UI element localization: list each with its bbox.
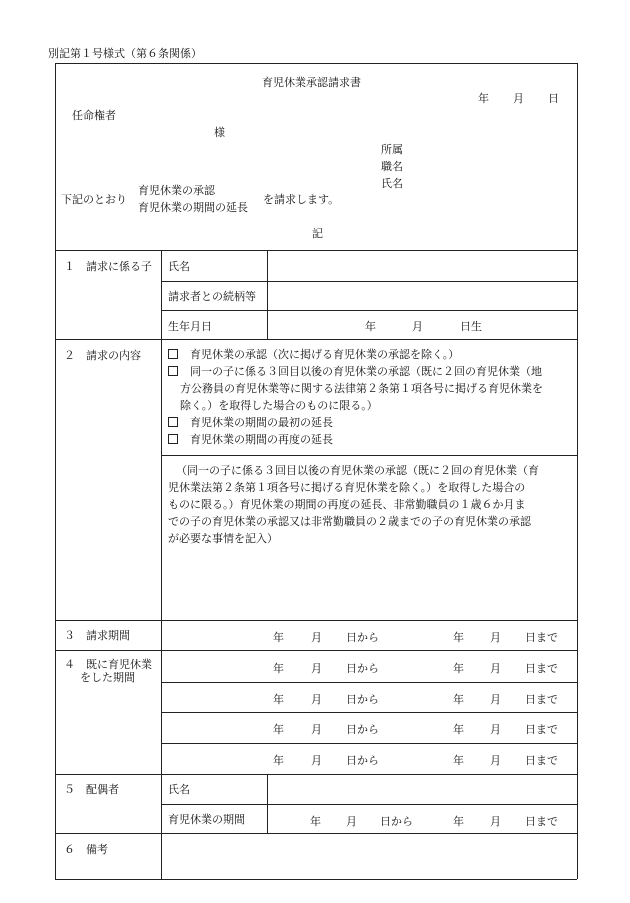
- option-continuation: 除く。）を取得した場合のものに限る。）: [180, 399, 378, 412]
- from-day-label: 日から: [346, 754, 379, 767]
- section-label-content: ２ 請求の内容: [64, 349, 141, 362]
- to-day-label: 日まで: [525, 631, 558, 644]
- divider: [161, 743, 577, 744]
- child-name-label: 氏名: [168, 260, 190, 273]
- checkbox[interactable]: [168, 417, 178, 427]
- checkbox[interactable]: [168, 434, 178, 444]
- request-option-extension: 育児休業の期間の延長: [138, 201, 248, 214]
- checkbox[interactable]: [168, 366, 178, 376]
- divider: [161, 455, 577, 456]
- section-label-previous: ４ 既に育児休業: [64, 658, 152, 671]
- relation-label: 請求者との続柄等: [168, 290, 256, 303]
- birth-month-label: 月: [412, 320, 423, 333]
- from-day-label: 日から: [346, 693, 379, 706]
- option-approval: [168, 348, 459, 362]
- divider: [161, 712, 577, 713]
- to-month-label: 月: [490, 693, 501, 706]
- divider: [161, 682, 577, 683]
- spouse-period-label: 育児休業の期間: [168, 813, 245, 826]
- to-day-label: 日まで: [525, 723, 558, 736]
- column-divider: [267, 250, 268, 339]
- name-label: 氏名: [381, 177, 403, 190]
- option-text: 育児休業の期間の最初の延長: [190, 416, 333, 429]
- date-day-label: 日: [548, 92, 559, 105]
- to-month-label: 月: [490, 723, 501, 736]
- divider: [55, 620, 577, 621]
- to-year-label: 年: [453, 662, 464, 675]
- to-day-label: 日まで: [525, 662, 558, 675]
- ki-label: 記: [312, 227, 323, 240]
- to-day-label: 日まで: [525, 754, 558, 767]
- note-line: ものに限る。）育児休業の期間の再度の延長、非常勤職員の１歳６か月ま: [168, 498, 526, 511]
- appointer-label: 任命権者: [72, 109, 116, 122]
- spouse-name-label: 氏名: [168, 783, 190, 796]
- from-year-label: 年: [273, 723, 284, 736]
- table-border-left: [55, 63, 56, 879]
- from-year-label: 年: [273, 754, 284, 767]
- option-text: 育児休業の承認（次に掲げる育児休業の承認を除く。）: [190, 348, 460, 361]
- to-month-label: 月: [490, 662, 501, 675]
- affiliation-label: 所属: [381, 143, 403, 156]
- from-year-label: 年: [310, 815, 321, 828]
- to-month-label: 月: [490, 815, 501, 828]
- to-year-label: 年: [453, 815, 464, 828]
- divider: [55, 339, 577, 340]
- from-month-label: 月: [311, 631, 322, 644]
- section-label-remarks: ６ 備考: [64, 843, 108, 856]
- to-year-label: 年: [453, 723, 464, 736]
- note-line: （同一の子に係る３回目以後の育児休業の承認（既に２回の育児休業（育: [176, 464, 539, 477]
- note-line: での子の育児休業の承認又は非常勤職員の２歳までの子の育児休業の承認: [168, 515, 531, 528]
- section-label-child: １ 請求に係る子: [64, 260, 152, 273]
- remarks-input-area[interactable]: [162, 834, 576, 878]
- divider: [161, 281, 577, 282]
- section-label-period: ３ 請求期間: [64, 629, 130, 642]
- from-year-label: 年: [273, 631, 284, 644]
- option-text: 育児休業の期間の再度の延長: [190, 433, 333, 446]
- to-year-label: 年: [453, 693, 464, 706]
- table-border-right: [577, 63, 578, 879]
- to-year-label: 年: [453, 631, 464, 644]
- from-day-label: 日から: [346, 631, 379, 644]
- to-year-label: 年: [453, 754, 464, 767]
- position-label: 職名: [381, 160, 403, 173]
- birth-day-label: 日生: [460, 320, 482, 333]
- divider: [161, 804, 577, 805]
- section-label-spouse: ５ 配偶者: [64, 783, 119, 796]
- option-continuation: 方公務員の育児休業等に関する法律第２条第１項各号に掲げる育児休業を: [180, 382, 543, 395]
- note-line: が必要な事情を記入）: [168, 532, 278, 545]
- request-option-approval: 育児休業の承認: [138, 184, 215, 197]
- form-title: 育児休業承認請求書: [262, 76, 361, 89]
- option-text: 同一の子に係る３回目以後の育児休業の承認（既に２回の育児休業（地: [190, 365, 542, 378]
- request-prefix: 下記のとおり: [61, 193, 127, 206]
- birth-year-label: 年: [365, 320, 376, 333]
- option-third-approval: [168, 365, 542, 379]
- from-month-label: 月: [311, 662, 322, 675]
- divider: [55, 250, 577, 251]
- from-day-label: 日から: [346, 662, 379, 675]
- from-year-label: 年: [273, 693, 284, 706]
- from-day-label: 日から: [380, 815, 413, 828]
- to-month-label: 月: [490, 754, 501, 767]
- birthdate-label: 生年月日: [168, 320, 212, 333]
- divider: [161, 310, 577, 311]
- request-suffix: を請求します。: [263, 193, 340, 206]
- form-label: 別記第１号様式（第６条関係）: [48, 47, 202, 60]
- option-second-extension: [168, 433, 333, 447]
- from-month-label: 月: [311, 723, 322, 736]
- date-month-label: 月: [513, 92, 524, 105]
- divider: [55, 774, 577, 775]
- column-divider: [267, 774, 268, 833]
- to-day-label: 日まで: [525, 815, 558, 828]
- checkbox[interactable]: [168, 349, 178, 359]
- reason-input-area[interactable]: [162, 550, 576, 619]
- table-border-bottom: [55, 879, 577, 880]
- from-month-label: 月: [346, 815, 357, 828]
- section-label-previous-line2: をした期間: [80, 671, 135, 684]
- date-year-label: 年: [478, 92, 489, 105]
- from-day-label: 日から: [346, 723, 379, 736]
- from-month-label: 月: [311, 693, 322, 706]
- divider: [55, 650, 577, 651]
- table-border-top: [55, 63, 577, 64]
- to-day-label: 日まで: [525, 693, 558, 706]
- from-year-label: 年: [273, 662, 284, 675]
- honorific-label: 様: [214, 126, 225, 139]
- option-first-extension: [168, 416, 333, 430]
- note-line: 児休業法第２条第１項各号に掲げる育児休業を除く。）を取得した場合の: [168, 481, 526, 494]
- from-month-label: 月: [311, 754, 322, 767]
- to-month-label: 月: [490, 631, 501, 644]
